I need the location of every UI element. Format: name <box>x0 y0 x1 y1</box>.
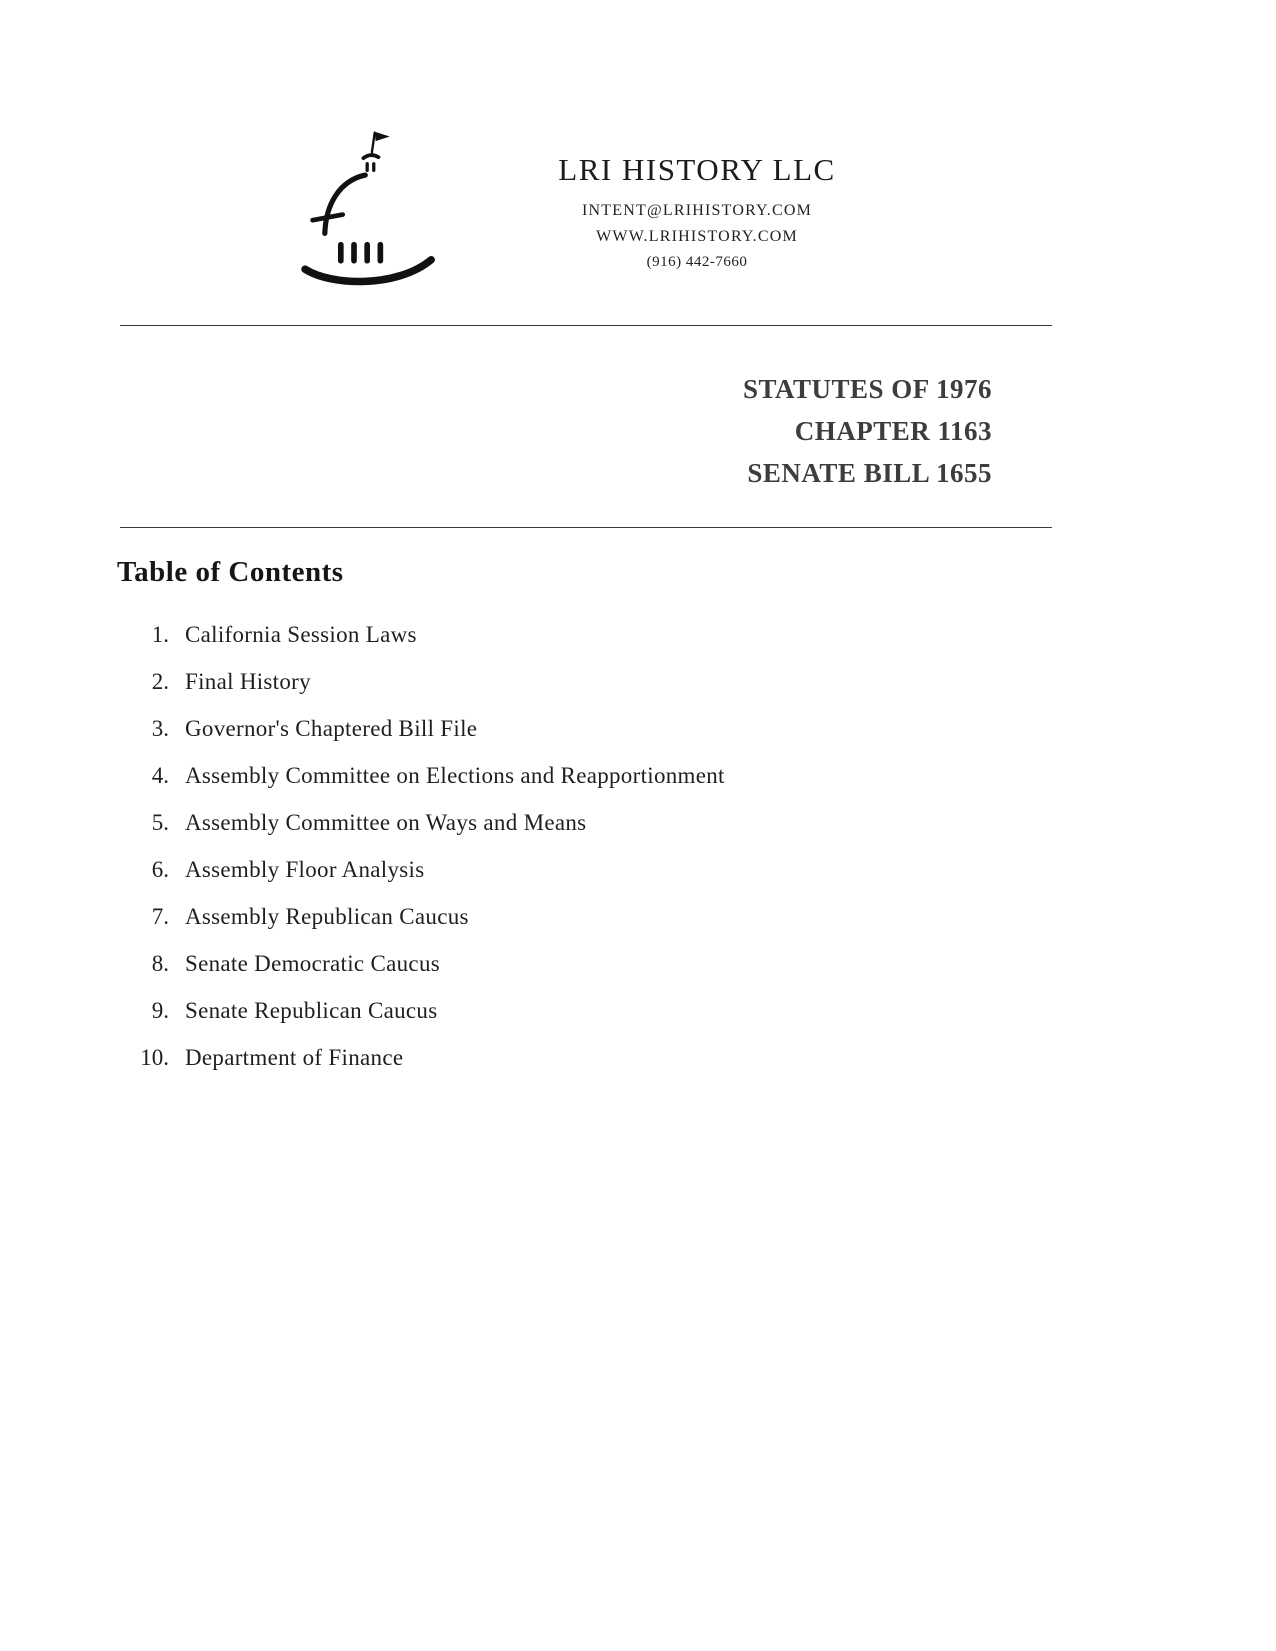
company-name: LRI HISTORY LLC <box>558 152 836 187</box>
toc-item <box>117 904 1017 951</box>
toc-item-label: Assembly Floor Analysis <box>185 857 425 882</box>
toc-item-label: California Session Laws <box>185 622 417 647</box>
toc-item-number: 8. <box>151 951 169 976</box>
company-email: INTENT@LRIHISTORY.COM <box>581 202 813 219</box>
toc-item <box>117 763 1017 810</box>
toc-item <box>117 669 1017 716</box>
toc-item <box>117 622 1017 669</box>
toc-item-number: 9. <box>151 998 169 1023</box>
senate-bill-line: SENATE BILL 1655 <box>747 458 992 488</box>
toc-item-label: Senate Republican Caucus <box>185 998 438 1023</box>
toc-title: Table of Contents <box>117 556 344 588</box>
statute-reference-block <box>743 368 992 494</box>
toc-item-number: 1. <box>151 622 169 647</box>
toc-item <box>117 716 1017 763</box>
toc-item-label: Governor's Chaptered Bill File <box>185 716 478 741</box>
toc-item <box>117 951 1017 998</box>
letterhead <box>295 128 907 288</box>
divider-bottom <box>120 527 1052 528</box>
toc-item-number: 7. <box>151 904 169 929</box>
toc-item-label: Final History <box>185 669 311 694</box>
chapter-line: CHAPTER 1163 <box>794 416 992 446</box>
toc-item-number: 5. <box>151 810 169 835</box>
company-website: WWW.LRIHISTORY.COM <box>596 228 798 245</box>
toc-item <box>117 857 1017 904</box>
letterhead-text <box>487 152 907 271</box>
toc-item-label: Department of Finance <box>185 1045 404 1070</box>
toc-list <box>117 622 1017 1092</box>
toc-item-number: 4. <box>151 763 169 788</box>
toc-item-label: Assembly Committee on Elections and Reapportionment <box>185 763 725 788</box>
toc-item-number: 2. <box>151 669 169 694</box>
toc-item <box>117 998 1017 1045</box>
company-phone: (916) 442-7660 <box>646 254 748 270</box>
divider-top <box>120 325 1052 326</box>
toc-item-label: Assembly Committee on Ways and Means <box>185 810 587 835</box>
toc-item-number: 3. <box>151 716 169 741</box>
capitol-logo-icon <box>295 128 445 288</box>
toc-item-label: Assembly Republican Caucus <box>185 904 469 929</box>
toc-item-label: Senate Democratic Caucus <box>185 951 440 976</box>
toc-item-number: 10. <box>140 1045 169 1070</box>
toc-item <box>117 1045 1017 1092</box>
toc-item-number: 6. <box>151 857 169 882</box>
statutes-line: STATUTES OF 1976 <box>742 374 992 404</box>
toc-item <box>117 810 1017 857</box>
